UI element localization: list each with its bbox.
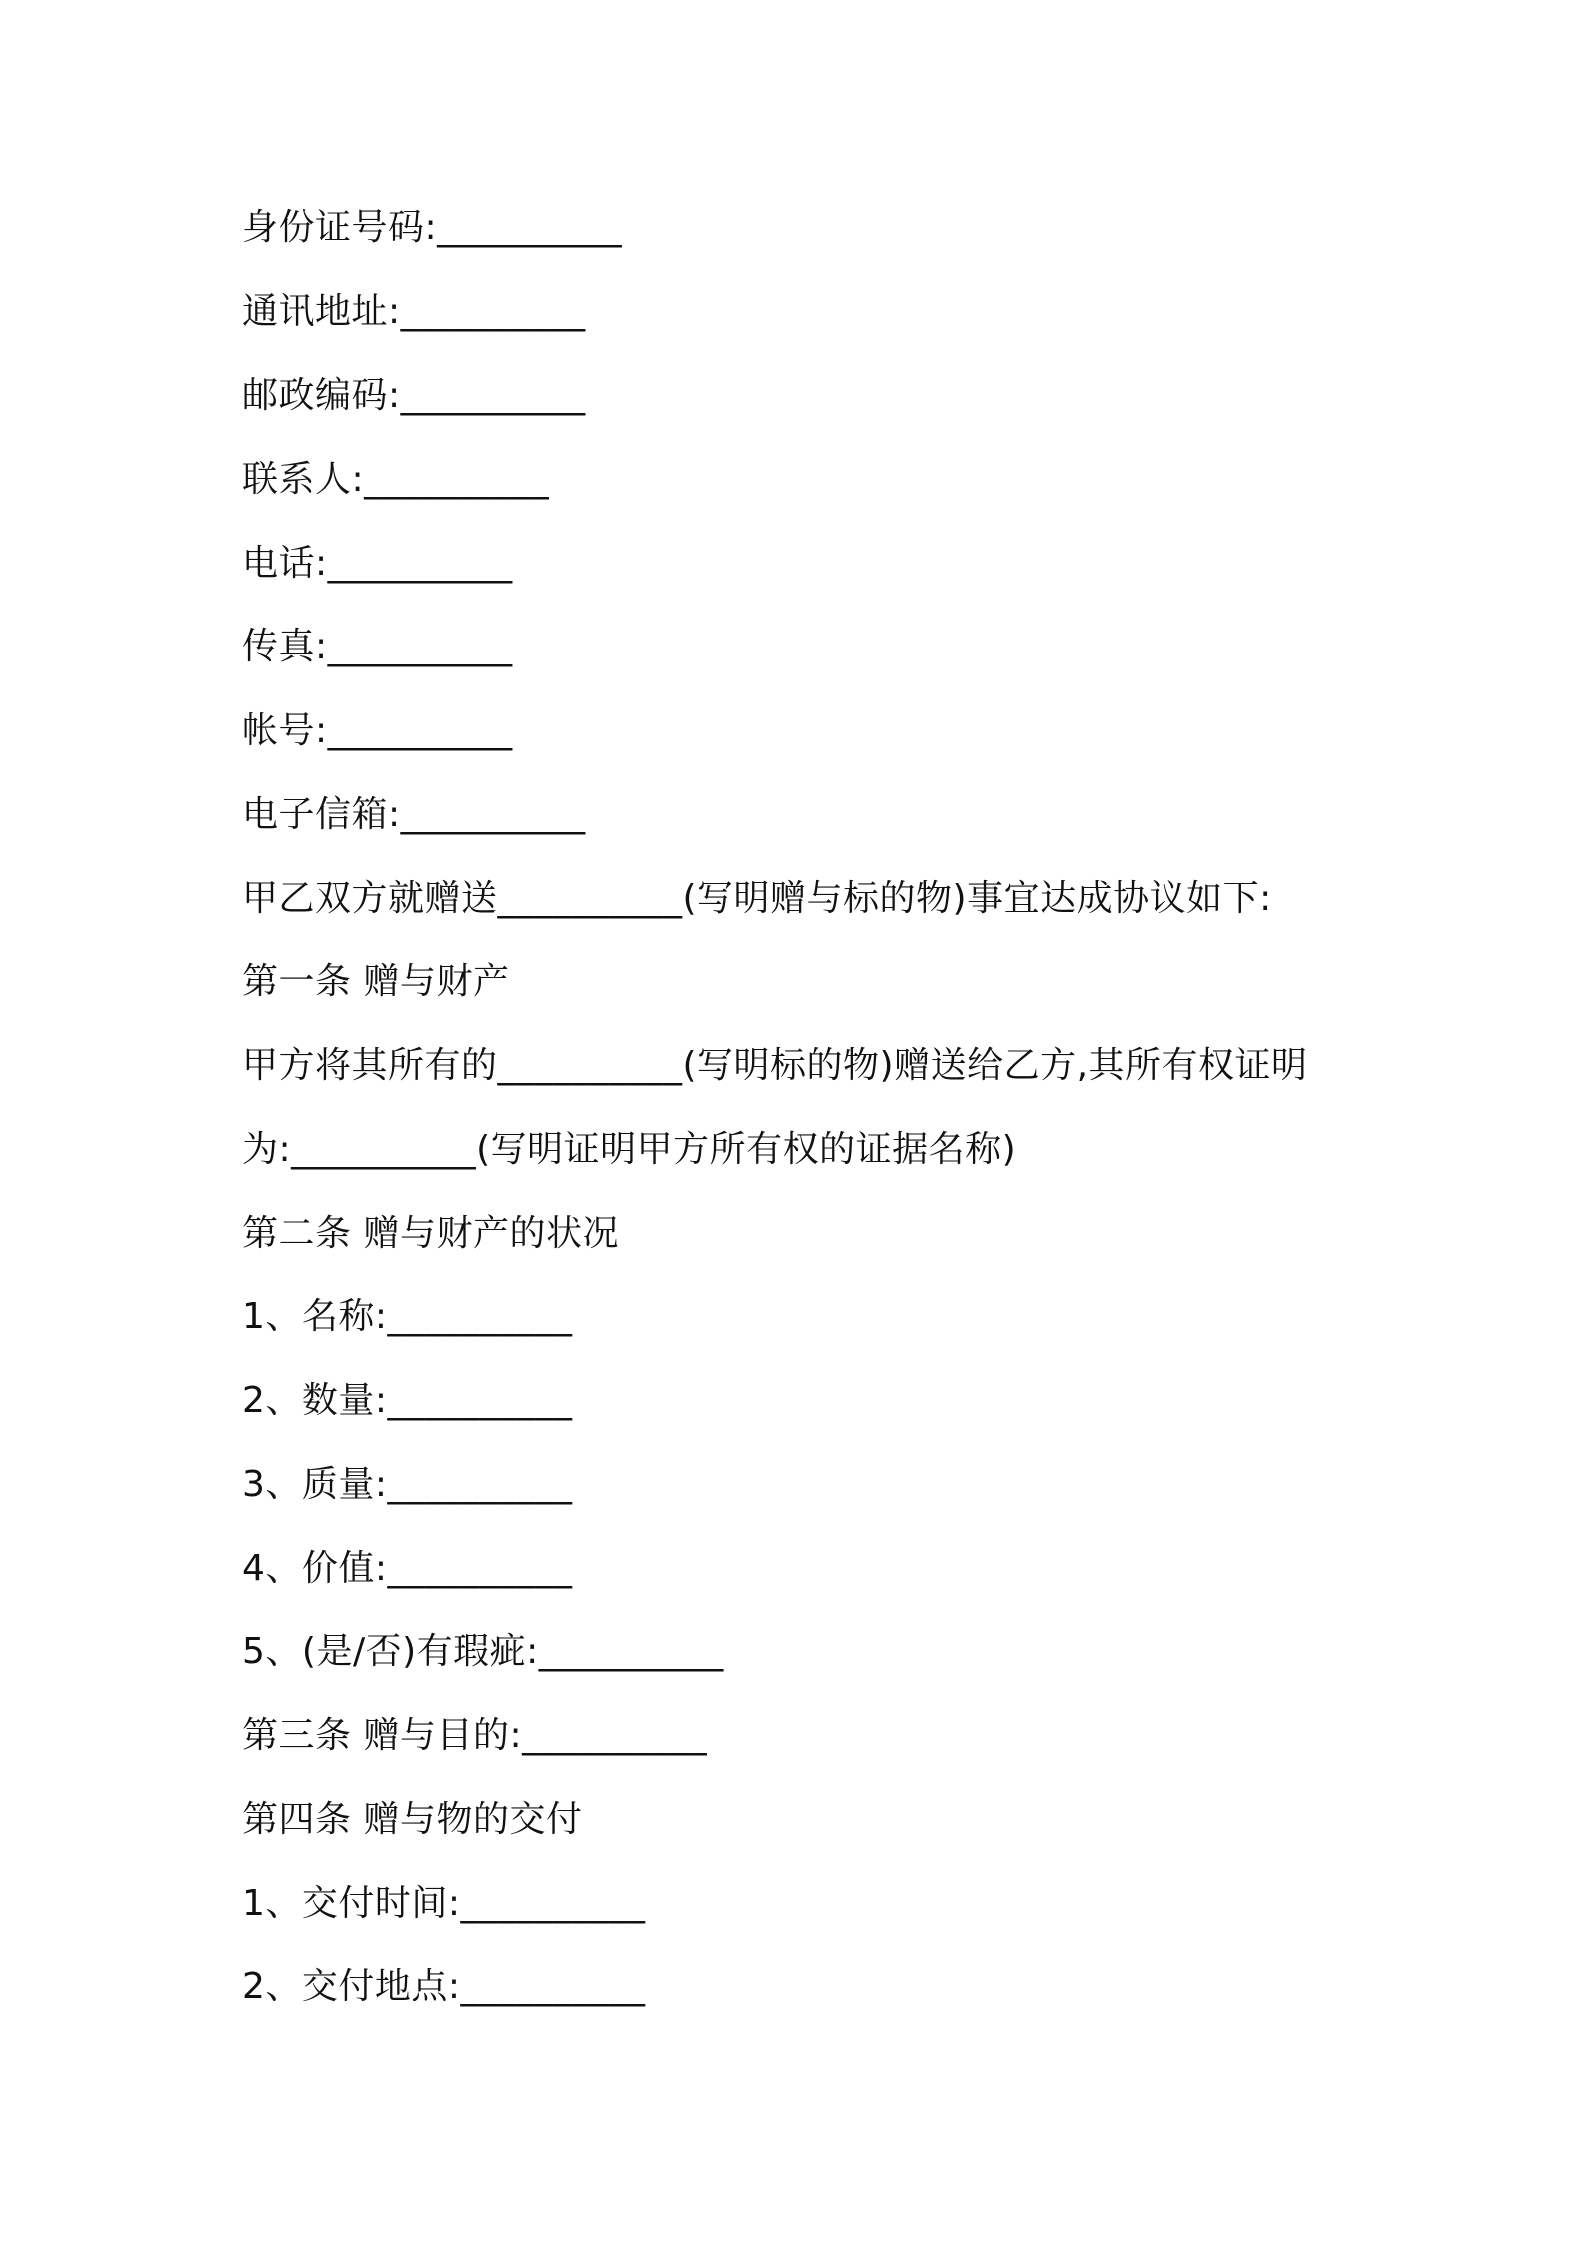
item-name: 1、名称:__________ (242, 1296, 573, 1337)
field-phone: 电话:__________ (242, 543, 513, 584)
delivery-location: 2、交付地点:__________ (242, 1966, 646, 2007)
field-postal-code: 邮政编码:__________ (242, 375, 586, 416)
delivery-time: 1、交付时间:__________ (242, 1883, 646, 1924)
article-1-text-line-1: 甲方将其所有的__________(写明标的物)赠送给乙方,其所有权证明 (242, 1045, 1308, 1086)
article-1-heading: 第一条 赠与财产 (242, 961, 510, 1002)
article-4-heading: 第四条 赠与物的交付 (242, 1799, 583, 1840)
field-id-number: 身份证号码:__________ (242, 207, 623, 248)
item-quality: 3、质量:__________ (242, 1464, 573, 1505)
field-mailing-address: 通讯地址:__________ (242, 291, 586, 332)
article-3-heading: 第三条 赠与目的:__________ (242, 1715, 708, 1756)
agreement-intro: 甲乙双方就赠送__________(写明赠与标的物)事宜达成协议如下: (242, 878, 1272, 919)
field-email: 电子信箱:__________ (242, 794, 586, 835)
field-fax: 传真:__________ (242, 626, 513, 667)
article-2-heading: 第二条 赠与财产的状况 (242, 1213, 619, 1254)
field-contact-person: 联系人:__________ (242, 459, 550, 500)
item-quantity: 2、数量:__________ (242, 1380, 573, 1421)
article-1-text-line-2: 为:__________(写明证明甲方所有权的证据名称) (242, 1129, 1017, 1170)
item-value: 4、价值:__________ (242, 1548, 573, 1589)
item-defects: 5、(是/否)有瑕疵:__________ (242, 1631, 724, 1672)
field-account-number: 帐号:__________ (242, 710, 513, 751)
